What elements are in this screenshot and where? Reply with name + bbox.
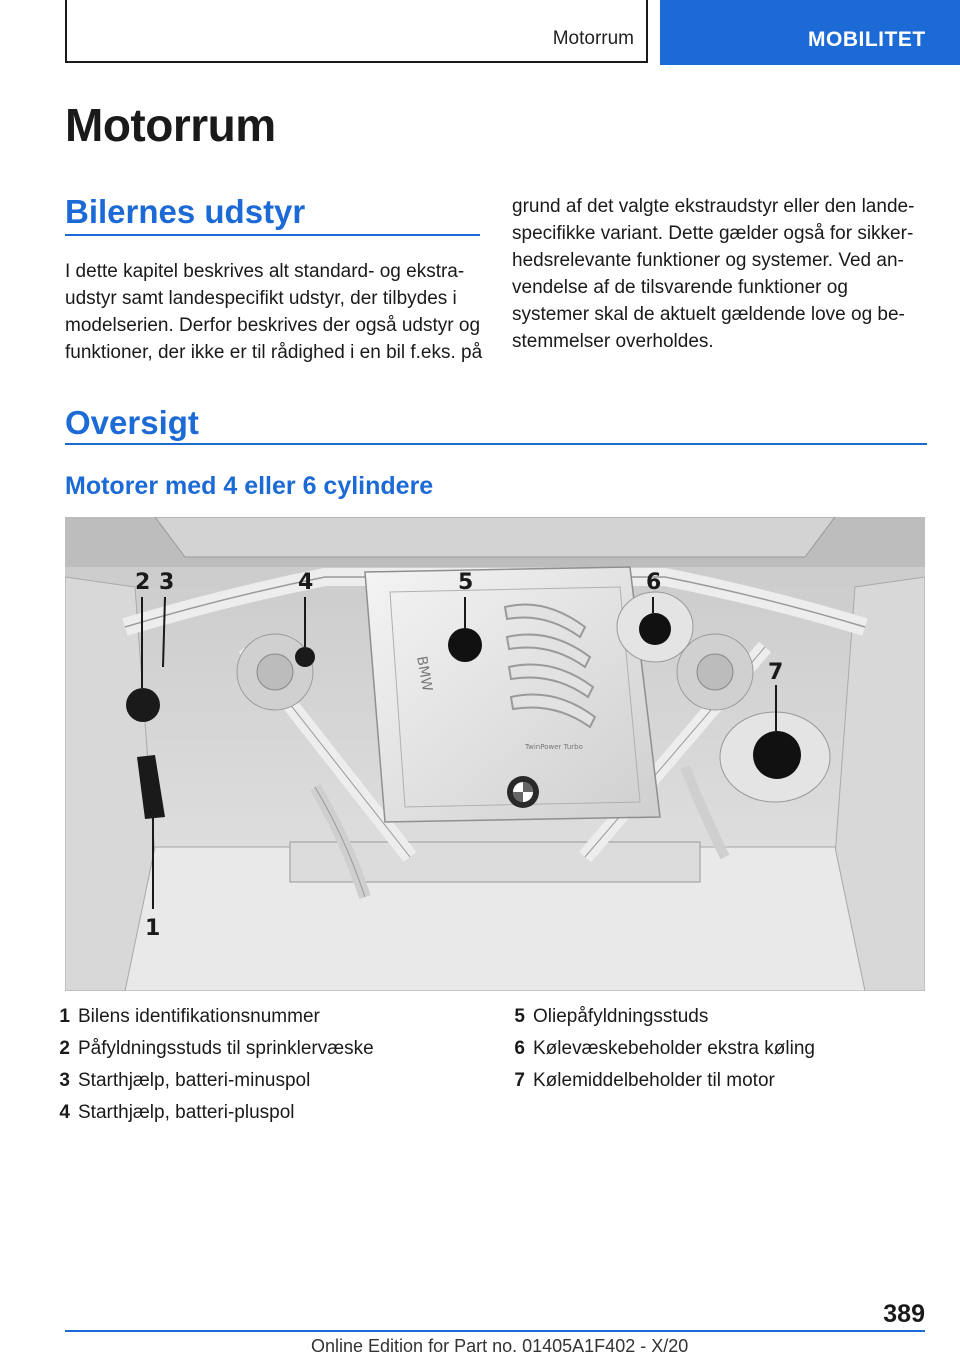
header-section-box [65,0,648,63]
intro-line: modelserien. Derfor beskrives der også udstyr og [65,315,481,336]
footer-edition: Online Edition for Part no. 01405A1F402 - X/20 [311,1336,689,1356]
intro-line: funktioner, der ikke er til rådighed i en bil f.eks. på [65,342,483,363]
header-section-label: Motorrum [552,28,634,49]
legend-text: Kølemiddelbeholder til motor [533,1070,775,1091]
intro-line: systemer skal de aktuelt gældende love og be- [512,304,905,325]
intro-line: I dette kapitel beskrives alt standard- og ekstra- [65,261,465,282]
section-rule-equipment [65,234,480,236]
intro-line: specifikke variant. Dette gælder også for sikker- [512,223,914,244]
legend-text: Bilens identifikationsnummer [78,1006,320,1027]
legend-number: 6 [514,1038,525,1059]
engine-bay-illustration [65,517,925,991]
footer-rule [65,1330,925,1332]
legend-number: 1 [59,1006,70,1027]
header-chapter-label: MOBILITET [808,28,926,51]
callout-number: 6 [646,570,662,595]
header-chapter-tab[interactable] [660,0,960,65]
engine-brand-text: BMW [413,654,435,693]
callout-number: 2 [135,570,151,595]
section-heading-equipment: Bilernes udstyr [65,193,306,230]
intro-line: vendelse af de tilsvarende funktioner og [512,277,848,298]
legend-number: 3 [59,1070,70,1091]
legend-text: Starthjælp, batteri-minuspol [78,1070,311,1091]
intro-line: udstyr samt landespecifikt udstyr, der tilbydes i [65,288,457,309]
callout-number: 4 [298,570,314,595]
section-heading-overview: Oversigt [65,404,199,441]
callout-number: 1 [145,916,161,941]
section-rule-overview [65,443,927,445]
subsection-heading-engines: Motorer med 4 eller 6 cylindere [65,472,434,500]
callout-number: 3 [159,570,175,595]
intro-line: hedsrelevante funktioner og systemer. Ved an- [512,250,904,271]
page-title: Motorrum [65,99,276,151]
legend-text: Starthjælp, batteri-pluspol [78,1102,295,1123]
engine-label-text: TwinPower Turbo [525,743,583,751]
callout-number: 7 [768,660,784,685]
bmw-logo-icon [507,776,539,808]
intro-line: grund af det valgte ekstraudstyr eller den lande- [512,196,915,217]
legend-number: 7 [514,1070,525,1091]
intro-paragraph-left [65,258,482,366]
intro-paragraph-right [512,193,914,355]
legend-text: Oliepåfyldningsstuds [533,1006,709,1027]
legend-number: 5 [514,1006,525,1027]
intro-line: stemmelser overholdes. [512,331,714,352]
engine-bay-figure [65,517,925,991]
callout-number: 5 [458,570,474,595]
legend-number: 2 [59,1038,70,1059]
page-number: 389 [883,1300,925,1328]
legend-text: Påfyldningsstuds til sprinklervæske [78,1038,374,1059]
legend-number: 4 [59,1102,70,1123]
legend-text: Kølevæskebeholder ekstra køling [533,1038,815,1059]
